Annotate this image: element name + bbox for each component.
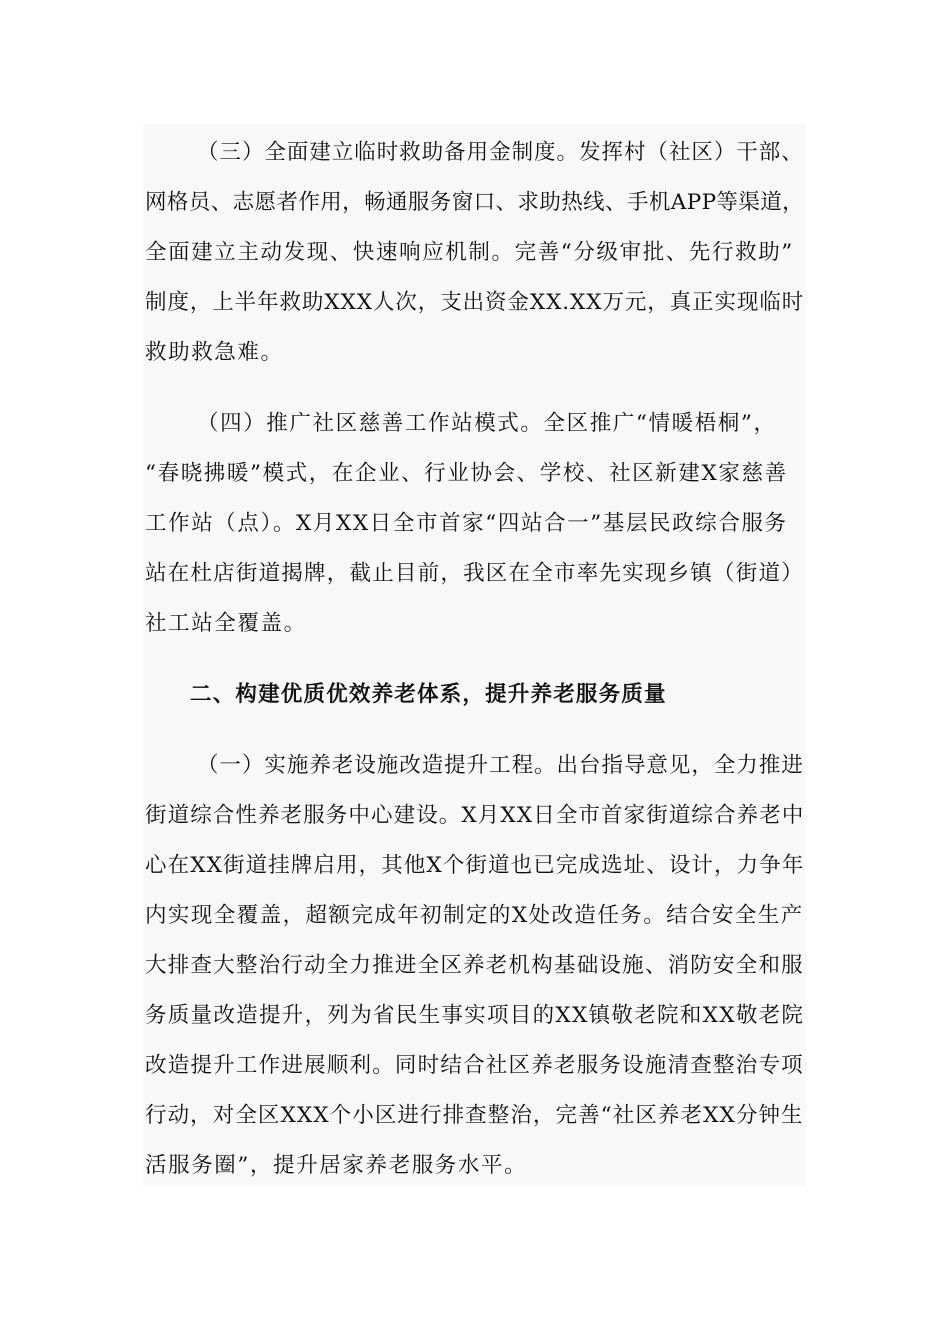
text-line: “春晓拂暖”模式，在企业、行业协会、学校、社区新建X家慈善 <box>145 461 788 486</box>
text-line: 网格员、志愿者作用，畅通服务窗口、求助热线、手机APP等渠道， <box>145 190 805 215</box>
text-line: 行动，对全区XXX个小区进行排查整治，完善“社区养老XX分钟生 <box>145 1103 804 1128</box>
text-line: 站在杜店街道揭牌，截止目前，我区在全市率先实现乡镇（街道） <box>145 561 804 586</box>
heading-text: 二、构建优质优效养老体系，提升养老服务质量 <box>190 682 667 707</box>
document-page <box>143 124 806 1186</box>
text-line: 工作站（点）。X月XX日全市首家“四站合一”基层民政综合服务 <box>145 511 788 536</box>
text-line: （三）全面建立临时救助备用金制度。发挥村（社区）干部、 <box>197 140 804 165</box>
text-line: 街道综合性养老服务中心建设。X月XX日全市首家街道综合养老中 <box>145 803 805 828</box>
text-line: 改造提升工作进展顺利。同时结合社区养老服务设施清查整治专项 <box>145 1053 804 1078</box>
text-line: 救助救急难。 <box>145 340 284 365</box>
text-line: 社工站全覆盖。 <box>145 611 307 636</box>
text-line: 大排查大整治行动全力推进全区养老机构基础设施、消防安全和服 <box>145 953 804 978</box>
text-line: 制度，上半年救助XXX人次，支出资金XX.XX万元，真正实现临时 <box>145 290 805 315</box>
text-line: 心在XX街道挂牌启用，其他X个街道也已完成选址、设计，力争年 <box>145 853 805 878</box>
text-line: 内实现全覆盖，超额完成年初制定的X处改造任务。结合安全生产 <box>145 903 804 928</box>
text-line: （四）推广社区慈善工作站模式。全区推广“情暖梧桐”， <box>197 411 777 436</box>
text-line: （一）实施养老设施改造提升工程。出台指导意见，全力推进 <box>197 753 804 778</box>
text-line: 全面建立主动发现、快速响应机制。完善“分级审批、先行救助” <box>145 240 794 265</box>
text-line: 务质量改造提升，列为省民生事实项目的XX镇敬老院和XX敬老院 <box>145 1003 805 1028</box>
text-line: 活服务圈”，提升居家养老服务水平。 <box>145 1153 528 1178</box>
